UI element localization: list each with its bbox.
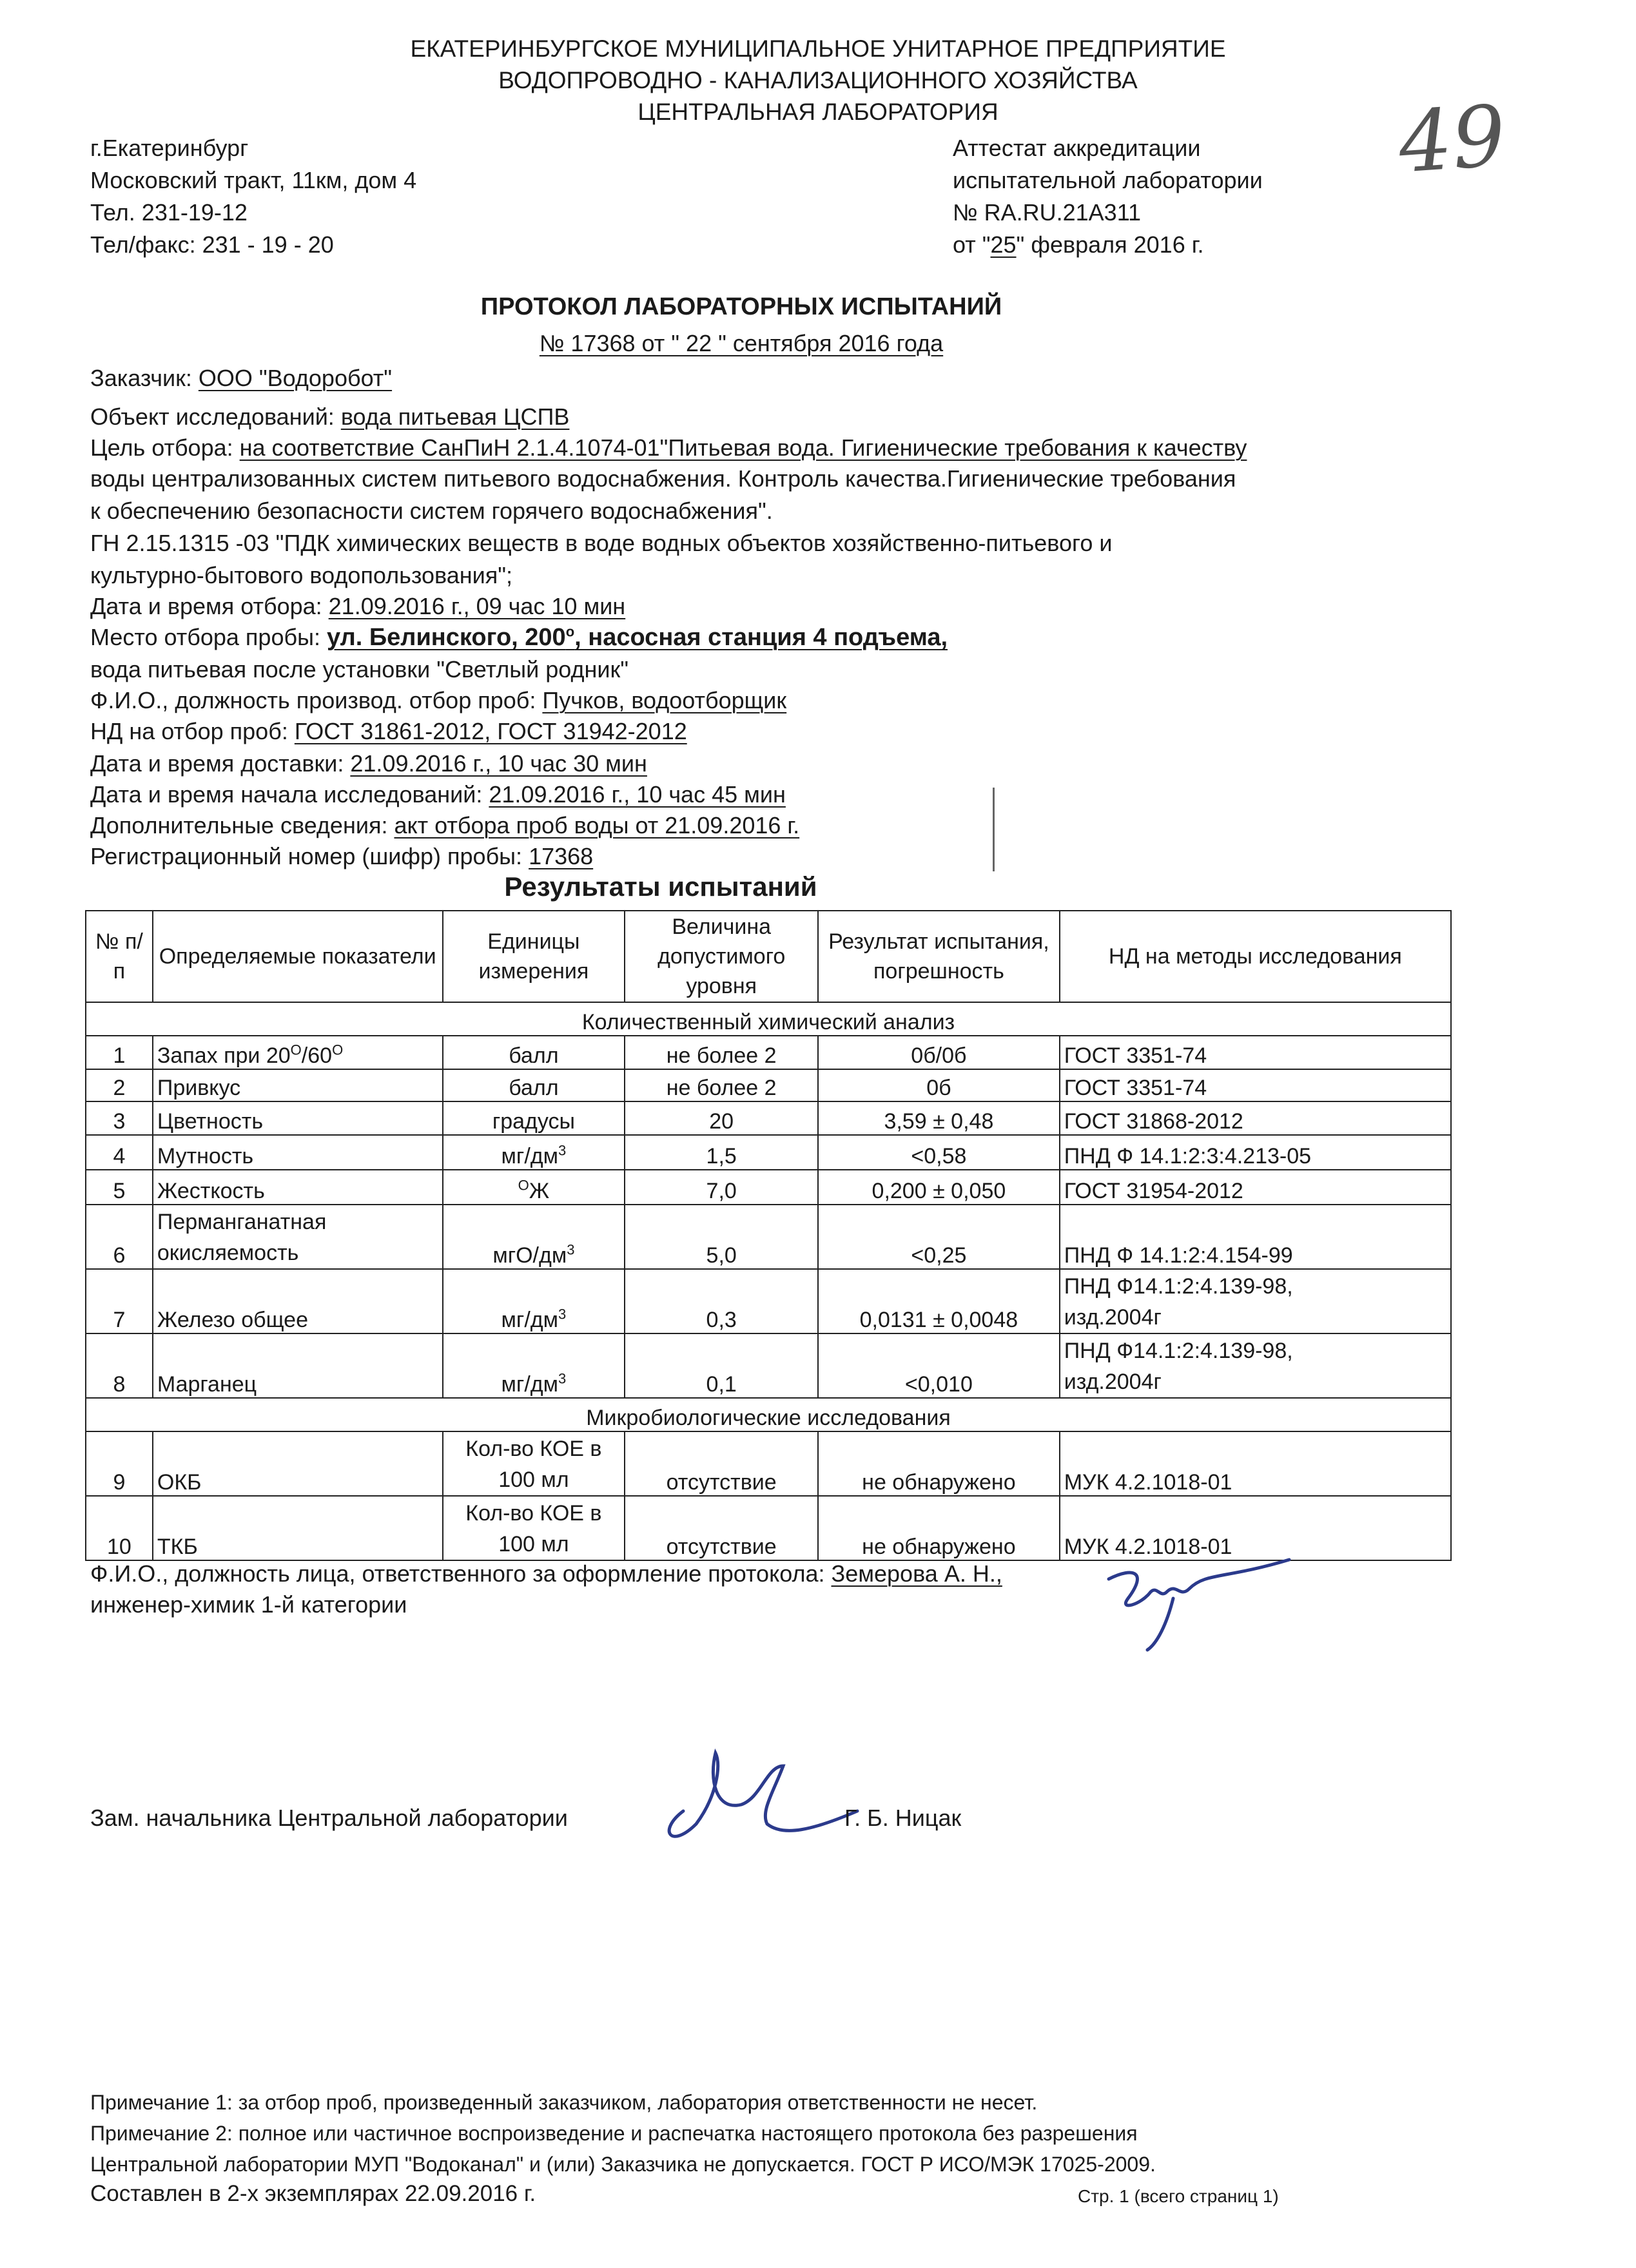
note-1: Примечание 1: за отбор проб, произведенный заказчиком, лаборатория ответственности не несет. <box>90 2091 1038 2114</box>
purpose-field: Цель отбора: на соответствие СанПиН 2.1.4.1074-01"Питьевая вода. Гигиенические требования к качеству <box>90 434 1247 461</box>
results-title: Результаты испытаний <box>504 871 817 902</box>
header-units: Единицы измерения <box>443 911 625 1002</box>
responsible-field: Ф.И.О., должность лица, ответственного за оформление протокола: Земерова А. Н., <box>90 1560 1002 1587</box>
header-limit: Величина допустимого уровня <box>625 911 818 1002</box>
customer-field: Заказчик: ООО "Водоробот" <box>90 365 393 391</box>
scan-mark <box>993 788 995 871</box>
header-method: НД на методы исследования <box>1060 911 1451 1002</box>
table-row: 8 Марганец $мг/дм^3$ 0,1 <0,010 ПНД Ф14.1:2:4.139-98, изд.2004г <box>86 1333 1451 1398</box>
table-row: 9 ОКБ Кол-во КОЕ в 100 мл отсутствие не обнаружено МУК 4.2.1018-01 <box>86 1431 1451 1496</box>
responsible-signature <box>1096 1553 1302 1663</box>
address-fax: Тел/факс: 231 - 19 - 20 <box>90 231 334 258</box>
header-indicator: Определяемые показатели <box>153 911 443 1002</box>
accreditation-date: от "25" февраля 2016 г. <box>953 231 1204 258</box>
object-field: Объект исследований: вода питьевая ЦСПВ <box>90 403 570 430</box>
page-count: Стр. 1 (всего страниц 1) <box>1078 2186 1279 2206</box>
accreditation-line1: Аттестат аккредитации <box>953 135 1201 161</box>
section-microbiology: Микробиологические исследования <box>86 1398 1451 1431</box>
handwritten-page-number: 49 <box>1395 86 1509 192</box>
approver-signature <box>645 1740 877 1863</box>
table-row: 7 Железо общее $мг/дм^3$ 0,3 0,0131 ± 0,0048 ПНД Ф14.1:2:4.139-98, изд.2004г <box>86 1269 1451 1333</box>
registration-number-field: Регистрационный номер (шифр) пробы: 17368 <box>90 843 594 869</box>
section-chemical: Количественный химический анализ <box>86 1002 1451 1036</box>
sampling-datetime-field: Дата и время отбора: 21.09.2016 г., 09 час 10 мин <box>90 593 626 619</box>
approver-name: Г. Б. Ницак <box>844 1805 962 1831</box>
sampler-field: Ф.И.О., должность производ. отбор проб: Пучков, водоотборщик <box>90 687 787 713</box>
address-phone: Тел. 231-19-12 <box>90 199 248 226</box>
extra-info-field: Дополнительные сведения: акт отбора проб воды от 21.09.2016 г. <box>90 812 800 838</box>
results-table <box>85 910 1452 1561</box>
header-num: № п/п <box>86 911 153 1002</box>
purpose-line5: культурно-бытового водопользования"; <box>90 562 513 588</box>
accreditation-line2: испытательной лаборатории <box>953 167 1263 193</box>
org-name-line1: ЕКАТЕРИНБУРГСКОЕ МУНИЦИПАЛЬНОЕ УНИТАРНОЕ ПРЕДПРИЯТИЕ <box>410 35 1226 62</box>
header-result: Результат испытания, погрешность <box>818 911 1060 1002</box>
copies-note: Составлен в 2-х экземплярах 22.09.2016 г. <box>90 2181 536 2206</box>
purpose-line3: к обеспечению безопасности систем горячего водоснабжения". <box>90 498 773 524</box>
sampling-place-line2: вода питьевая после установки "Светлый родник" <box>90 656 629 683</box>
table-row: 6 Перманганатная окисляемость мгО/$дм^3$ 5,0 <0,25 ПНД Ф 14.1:2:4.154-99 <box>86 1205 1451 1269</box>
protocol-number: № 17368 от " 22 " сентября 2016 года <box>539 330 944 356</box>
note-2-line2: Центральной лаборатории МУП "Водоканал" и (или) Заказчика не допускается. ГОСТ Р ИСО/МЭК 17025-2009. <box>90 2153 1156 2176</box>
sampling-place-field: Место отбора пробы: ул. Белинского, $200^о$, насосная станция 4 подъема, <box>90 623 948 651</box>
org-name-line2: ВОДОПРОВОДНО - КАНАЛИЗАЦИОННОГО ХОЗЯЙСТВА <box>498 67 1138 93</box>
table-row: 5 Жесткость $^О$Ж 7,0 0,200 ± 0,050 ГОСТ 31954-2012 <box>86 1170 1451 1205</box>
table-row: 2 Привкус балл не более 2 0б ГОСТ 3351-74 <box>86 1069 1451 1101</box>
approver-title: Зам. начальника Центральной лаборатории <box>90 1805 568 1831</box>
table-row: 10 ТКБ Кол-во КОЕ в 100 мл отсутствие не обнаружено МУК 4.2.1018-01 <box>86 1496 1451 1560</box>
sampling-nd-field: НД на отбор проб: ГОСТ 31861-2012, ГОСТ 31942-2012 <box>90 718 687 744</box>
purpose-line2: воды централизованных систем питьевого водоснабжения. Контроль качества.Гигиенические требования <box>90 465 1236 492</box>
responsible-position: инженер-химик 1-й категории <box>90 1591 407 1618</box>
address-street: Московский тракт, 11км, дом 4 <box>90 167 417 193</box>
table-row: 3 Цветность градусы 20 3,59 ± 0,48 ГОСТ 31868-2012 <box>86 1101 1451 1135</box>
table-row: 1 Запах при $20^О/60^О$ балл не более 2 0б/0б ГОСТ 3351-74 <box>86 1036 1451 1069</box>
table-row: 4 Мутность $мг/дм^3$ 1,5 <0,58 ПНД Ф 14.1:2:3:4.213-05 <box>86 1135 1451 1170</box>
delivery-datetime-field: Дата и время доставки: 21.09.2016 г., 10 час 30 мин <box>90 750 647 777</box>
purpose-line4: ГН 2.15.1315 -03 "ПДК химических веществ в воде водных объектов хозяйственно-питьевого и <box>90 530 1113 556</box>
address-city: г.Екатеринбург <box>90 135 249 161</box>
protocol-title: ПРОТОКОЛ ЛАБОРАТОРНЫХ ИСПЫТАНИЙ <box>480 293 1002 320</box>
note-2-line1: Примечание 2: полное или частичное воспроизведение и распечатка настоящего протокола без разрешения <box>90 2122 1138 2145</box>
org-name-line3: ЦЕНТРАЛЬНАЯ ЛАБОРАТОРИЯ <box>638 99 998 125</box>
accreditation-number: № RA.RU.21А311 <box>953 199 1142 226</box>
start-datetime-field: Дата и время начала исследований: 21.09.2016 г., 10 час 45 мин <box>90 781 786 808</box>
